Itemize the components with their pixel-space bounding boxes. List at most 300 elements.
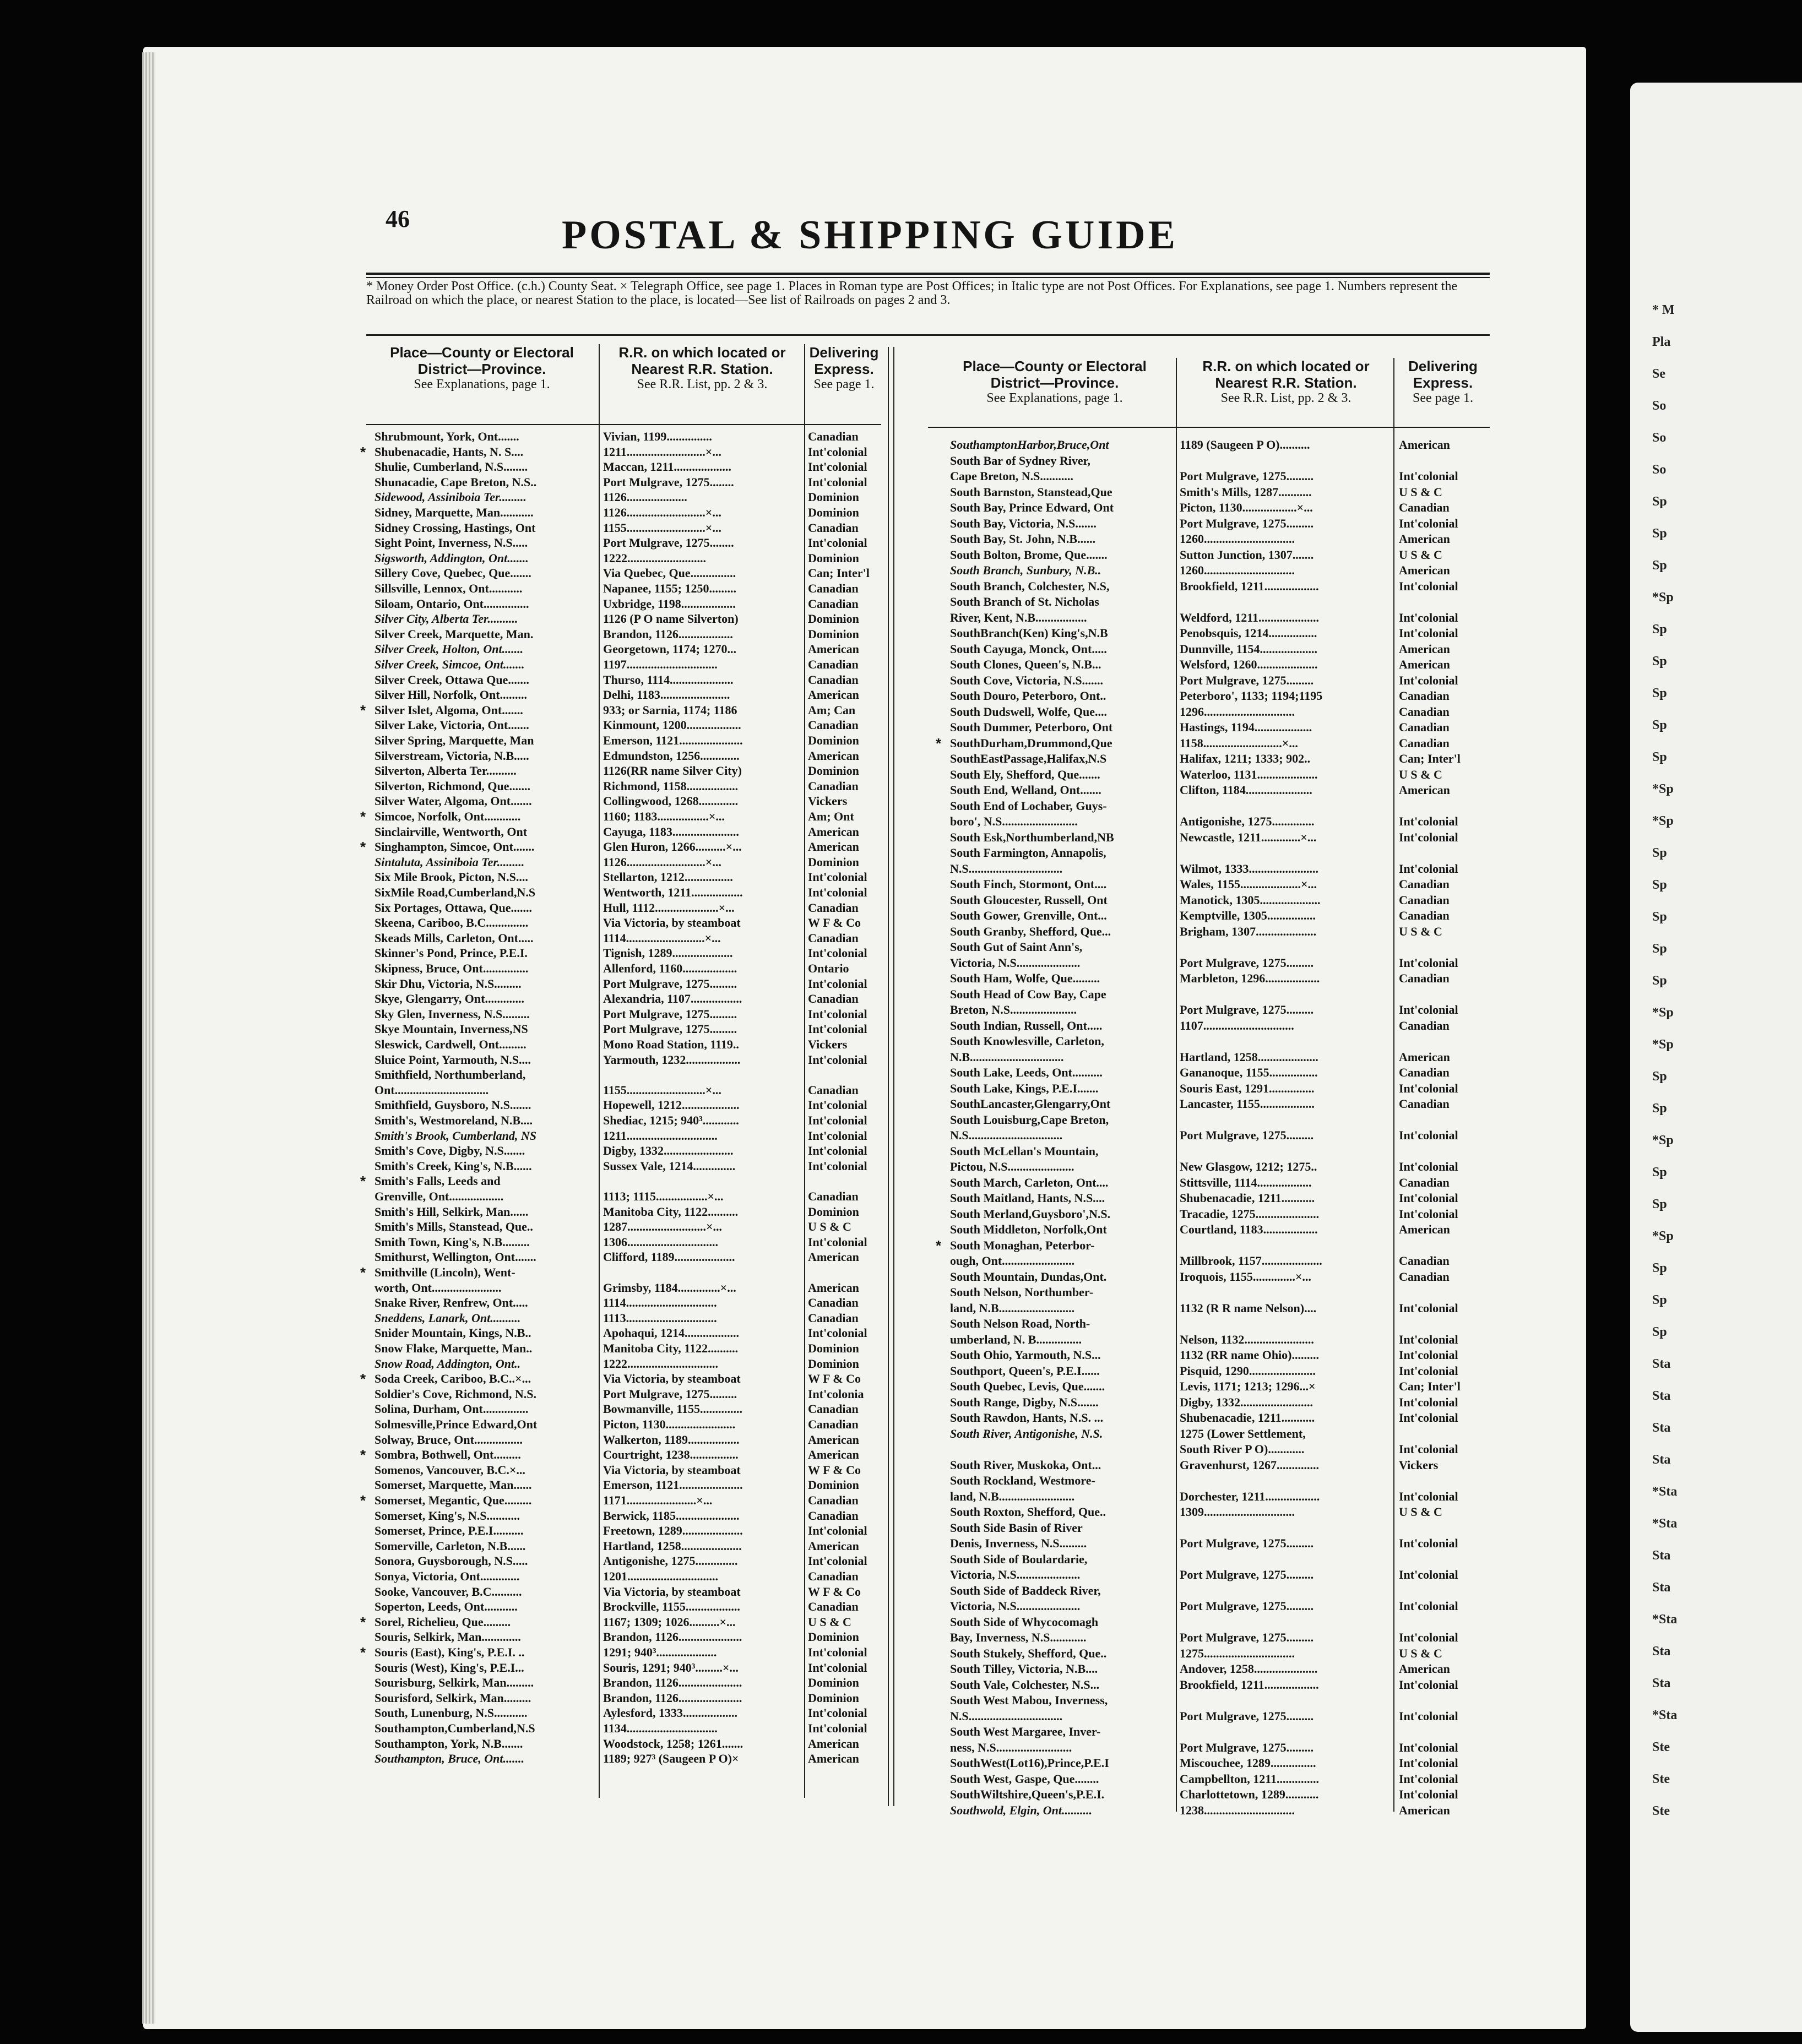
entry-exp: Dominion <box>808 505 859 519</box>
entry-exp: Int'colonial <box>1399 1599 1458 1613</box>
entry-exp: Int'colonial <box>808 1524 867 1538</box>
entry-exp: American <box>808 1432 859 1447</box>
entry-place: Solway, Bruce, Ont................ <box>374 1432 523 1447</box>
money-order-star-icon: * <box>360 1492 366 1509</box>
entry-exp: Int'colonial <box>808 1022 867 1036</box>
entry-rr: 1114.............................. <box>603 1296 717 1310</box>
entry-place: Souris (East), King's, P.E.I. .. <box>374 1645 525 1659</box>
entry-place: Shubenacadie, Hants, N. S.... <box>374 444 524 459</box>
entry-exp: Int'colonial <box>808 1098 867 1112</box>
entry-place: Smith's Creek, King's, N.B...... <box>374 1159 532 1173</box>
entry-place: Cape Breton, N.S........... <box>950 469 1073 483</box>
entry-rr: Charlottetown, 1289........... <box>1180 1787 1319 1801</box>
entry-exp: Int'colonial <box>808 1645 867 1659</box>
entry-place: River, Kent, N.B................. <box>950 610 1087 624</box>
entry-exp: U S & C <box>1399 547 1442 562</box>
entry-exp: American <box>1399 657 1450 671</box>
entry-place: South Side of Whycocomagh <box>950 1614 1099 1629</box>
entry-exp: Dominion <box>808 1356 859 1371</box>
entry-rr: Brockville, 1155.................. <box>603 1600 740 1614</box>
right-page-fragment-text: Ste <box>1652 1772 1670 1786</box>
entry-place: South Tilley, Victoria, N.B.... <box>950 1662 1098 1676</box>
entry-rr: Brandon, 1126.................. <box>603 627 733 641</box>
right-page-fragment-text: *Sp <box>1652 1133 1674 1148</box>
entry-place: Silver Creek, Ottawa Que....... <box>374 672 529 687</box>
entry-place: South Barnston, Stanstead,Que <box>950 485 1112 499</box>
entry-exp: Int'colonial <box>1399 1363 1458 1378</box>
entry-place: Sigsworth, Addington, Ont....... <box>374 551 529 565</box>
entry-place: South Bolton, Brome, Que....... <box>950 547 1108 562</box>
entry-rr: Welsford, 1260.................... <box>1180 657 1318 671</box>
entry-place: South Indian, Russell, Ont..... <box>950 1018 1103 1032</box>
entry-rr: Souris East, 1291............... <box>1180 1081 1315 1095</box>
entry-exp: Int'colonial <box>1399 673 1458 687</box>
entry-place: South Range, Digby, N.S....... <box>950 1395 1099 1409</box>
entry-place: Smith's, Westmoreland, N.B.... <box>374 1113 533 1127</box>
entry-exp: Dominion <box>808 612 859 626</box>
entry-rr: 1260.............................. <box>1180 563 1295 577</box>
entry-place: land, N.B......................... <box>950 1489 1075 1503</box>
entry-place: Singhampton, Simcoe, Ont....... <box>374 840 535 854</box>
entry-exp: Canadian <box>808 1600 859 1614</box>
entry-exp: American <box>808 1752 859 1766</box>
right-page-fragment-text: Sp <box>1652 718 1667 732</box>
entry-rr: Hull, 1112.....................×... <box>603 900 735 915</box>
money-order-star-icon: * <box>360 1173 366 1190</box>
entry-exp: Int'colonial <box>1399 1771 1458 1786</box>
entry-exp: Canadian <box>1399 1254 1450 1268</box>
entry-place: South Louisburg,Cape Breton, <box>950 1112 1109 1127</box>
entry-exp: W F & Co <box>808 1584 861 1599</box>
right-page-fragment-text: Sp <box>1652 526 1667 541</box>
entry-rr: Campbellton, 1211.............. <box>1180 1771 1320 1786</box>
entry-place: Solina, Durham, Ont............... <box>374 1402 529 1416</box>
entry-rr: Uxbridge, 1198.................. <box>603 596 736 611</box>
entry-place: Sonya, Victoria, Ont............. <box>374 1569 520 1583</box>
entry-rr: 1167; 1309; 1026..........×... <box>603 1614 736 1629</box>
entry-place: Victoria, N.S..................... <box>950 955 1081 970</box>
entry-place: Smith's Hill, Selkirk, Man...... <box>374 1204 529 1219</box>
entry-place: Sintaluta, Assiniboia Ter......... <box>374 855 525 869</box>
entry-place: South Bay, Victoria, N.S....... <box>950 516 1097 530</box>
entry-rr: Port Mulgrave, 1275......... <box>1180 1709 1314 1723</box>
entry-place: South West Margaree, Inver- <box>950 1725 1101 1738</box>
entry-place: Silver Hill, Norfolk, Ont......... <box>374 688 528 702</box>
right-page-fragment-text: Sp <box>1652 622 1667 637</box>
entry-rr: Hartland, 1258.................... <box>603 1539 742 1553</box>
page-title: POSTAL & SHIPPING GUIDE <box>562 213 1178 258</box>
entry-rr: Dorchester, 1211.................. <box>1180 1489 1320 1503</box>
entry-exp: Int'colonial <box>1399 830 1458 844</box>
entry-place: Snow Flake, Marquette, Man.. <box>374 1341 533 1355</box>
entry-rr: 1287..........................×... <box>603 1220 723 1234</box>
entry-exp: Dominion <box>808 1676 859 1690</box>
entry-place: SouthBranch(Ken) King's,N.B <box>950 626 1108 640</box>
entry-place: Silver Spring, Marquette, Man <box>374 733 534 747</box>
entry-place: umberland, N. B............... <box>950 1332 1082 1346</box>
entry-place: South Maitland, Hants, N.S.... <box>950 1191 1105 1205</box>
right-page-fragment-text: Se <box>1652 367 1665 381</box>
entry-place: Southport, Queen's, P.E.I...... <box>950 1363 1100 1378</box>
entry-exp: Int'colonial <box>1399 1332 1458 1346</box>
entry-rr: Levis, 1171; 1213; 1296...× <box>1180 1379 1316 1393</box>
entry-exp: Canadian <box>808 1296 859 1310</box>
entry-rr: Emerson, 1121..................... <box>603 733 743 747</box>
entry-place: Somerset, King's, N.S........... <box>374 1508 520 1523</box>
entry-rr: Edmundston, 1256............. <box>603 748 740 763</box>
entry-rr: Port Mulgrave, 1275......... <box>1180 1599 1314 1613</box>
entry-rr: Souris, 1291; 940³.........×... <box>603 1660 739 1675</box>
entry-exp: Canadian <box>808 718 859 732</box>
entry-place: ough, Ont........................ <box>950 1254 1075 1268</box>
entry-exp: American <box>1399 783 1450 797</box>
entry-place: SixMile Road,Cumberland,N.S <box>374 885 536 899</box>
right-page-fragment-text: *Sp <box>1652 1229 1674 1243</box>
entry-place: South End, Welland, Ont....... <box>950 783 1101 797</box>
entry-exp: American <box>1399 1222 1450 1236</box>
entry-rr: Port Mulgrave, 1275......... <box>1180 1003 1314 1016</box>
entry-exp: Int'colonial <box>1399 626 1458 640</box>
entry-rr: Manitoba City, 1122.......... <box>603 1341 739 1355</box>
entry-rr: New Glasgow, 1212; 1275.. <box>1180 1160 1317 1173</box>
entry-exp: Canadian <box>808 430 859 443</box>
entry-place: Denis, Inverness, N.S......... <box>950 1536 1087 1550</box>
entry-place: Snider Mountain, Kings, N.B.. <box>374 1326 531 1340</box>
left-col-divider-2 <box>804 344 805 1798</box>
entry-place: Southampton, York, N.B....... <box>374 1736 523 1751</box>
entry-rr: 1134.............................. <box>603 1721 718 1735</box>
entry-exp: Int'colonial <box>808 1128 867 1143</box>
entry-place: South, Lunenburg, N.S........... <box>374 1706 528 1720</box>
entry-place: South Branch, Colchester, N.S, <box>950 579 1110 593</box>
entry-rr: 1114..........................×... <box>603 931 721 945</box>
entry-rr: Wilmot, 1333....................... <box>1180 861 1318 876</box>
entry-exp: American <box>1399 438 1450 452</box>
entry-place: Smith's Brook, Cumberland, NS <box>374 1128 537 1143</box>
entry-rr: Peterboro', 1133; 1194;1195 <box>1180 689 1323 703</box>
entry-rr: Port Mulgrave, 1275......... <box>1180 516 1314 530</box>
entry-rr: 1126.................... <box>603 490 687 504</box>
right-page-fragment-text: Sta <box>1652 1644 1671 1659</box>
entry-exp: Canadian <box>1399 1097 1450 1111</box>
entry-exp: Canadian <box>808 1402 859 1416</box>
right-page-fragment-text: Ste <box>1652 1740 1670 1754</box>
entry-rr: Digby, 1332....................... <box>603 1144 734 1158</box>
entry-place: Silverton, Richmond, Que....... <box>374 779 530 793</box>
entry-place: Soperton, Leeds, Ont........... <box>374 1600 518 1614</box>
entry-exp: Int'colonial <box>1399 1348 1458 1362</box>
right-page-fragment-text: Sta <box>1652 1548 1671 1563</box>
entry-exp: Int'colonial <box>1399 1301 1458 1315</box>
entry-rr: 1126(RR name Silver City) <box>603 764 742 778</box>
entry-place: South River, Antigonishe, N.S. <box>950 1426 1103 1440</box>
entry-place: Skye, Glengarry, Ont............. <box>374 992 524 1006</box>
entry-place: Sombra, Bothwell, Ont......... <box>374 1448 521 1462</box>
entry-place: SouthLancaster,Glengarry,Ont <box>950 1097 1111 1111</box>
entry-rr: Stellarton, 1212................ <box>603 870 733 884</box>
right-page-fragment-text: Sp <box>1652 942 1667 956</box>
entry-rr: Grimsby, 1184..............×... <box>603 1280 736 1295</box>
entry-rr: 1113.............................. <box>603 1311 717 1325</box>
entry-rr: 1211.............................. <box>603 1128 718 1143</box>
entry-place: Somerset, Prince, P.E.I.......... <box>374 1524 524 1538</box>
entry-rr: Hartland, 1258.................... <box>1180 1050 1318 1064</box>
entry-exp: American <box>808 1736 859 1751</box>
entry-place: Skeena, Cariboo, B.C.............. <box>374 916 529 930</box>
entry-place: Sooke, Vancouver, B.C.......... <box>374 1584 522 1599</box>
right-page-fragment-text: Ste <box>1652 1804 1670 1818</box>
right-page-fragment-text: * M <box>1652 303 1675 317</box>
entry-place: Sidney Crossing, Hastings, Ont <box>374 520 536 535</box>
right-page-fragment-text: Sp <box>1652 1325 1667 1339</box>
entry-exp: Canadian <box>808 1508 859 1523</box>
entry-exp: Int'colonial <box>1399 1787 1458 1801</box>
entry-place: boro', N.S......................... <box>950 814 1078 828</box>
right-page-fragment-text: *Sta <box>1652 1708 1678 1722</box>
entry-rr: Kinmount, 1200.................. <box>603 718 741 732</box>
entry-place: Skinner's Pond, Prince, P.E.I. <box>374 946 528 960</box>
entry-place: Silver City, Alberta Ter.......... <box>374 612 518 626</box>
entry-rr: Picton, 1130....................... <box>603 1417 736 1431</box>
entry-exp: Canadian <box>1399 877 1450 891</box>
entry-rr: Hopewell, 1212................... <box>603 1098 740 1112</box>
title-rule-bottom <box>366 277 1490 278</box>
entry-place: South Stukely, Shefford, Que.. <box>950 1646 1107 1660</box>
entry-place: South Nelson Road, North- <box>950 1317 1090 1330</box>
entry-place: South Quebec, Levis, Que....... <box>950 1379 1105 1393</box>
entry-place: Sky Glen, Inverness, N.S......... <box>374 1007 530 1021</box>
entry-exp: Canadian <box>808 1189 859 1203</box>
entry-exp: Canadian <box>808 657 859 671</box>
entry-exp: Int'colonial <box>1399 814 1458 828</box>
right-page-fragment-text: Sp <box>1652 1293 1667 1307</box>
entry-place: Sidewood, Assiniboia Ter......... <box>374 490 527 504</box>
entry-exp: Int'colonial <box>808 460 867 474</box>
page-edge-stack <box>142 52 155 2024</box>
entry-rr: Brigham, 1307.................... <box>1180 924 1317 938</box>
entry-exp: Dominion <box>808 1630 859 1644</box>
entry-place: South Rockland, Westmore- <box>950 1474 1095 1487</box>
entry-place: Southampton, Bruce, Ont....... <box>374 1752 525 1766</box>
entry-place: land, N.B......................... <box>950 1301 1075 1315</box>
entry-exp: Dominion <box>808 733 859 747</box>
entry-exp: Vickers <box>808 1037 848 1051</box>
right-col-divider-1 <box>1176 358 1177 1812</box>
entry-place: Smithfield, Northumberland, <box>374 1068 526 1082</box>
header-rule-right <box>928 427 1490 428</box>
entry-rr: Cayuga, 1183...................... <box>603 824 739 839</box>
entry-exp: American <box>808 1448 859 1462</box>
entry-place: Soldier's Cove, Richmond, N.S. <box>374 1387 536 1401</box>
entry-rr: Brookfield, 1211.................. <box>1180 579 1319 593</box>
entry-exp: Ontario <box>808 961 849 975</box>
entry-exp: Canadian <box>808 1417 859 1431</box>
entry-exp: Vickers <box>1399 1458 1439 1472</box>
entry-rr: Waterloo, 1131.................... <box>1180 767 1318 781</box>
entry-rr: Aylesford, 1333.................. <box>603 1706 738 1720</box>
entry-exp: Int'colonial <box>1399 1081 1458 1095</box>
left-place-header: Place—County or Electoral District—Province. See Explanations, page 1. <box>390 344 574 392</box>
right-col-divider-2 <box>1393 358 1394 1812</box>
entry-place: Somerset, Megantic, Que......... <box>374 1493 532 1507</box>
entry-place: South River, Muskoka, Ont... <box>950 1458 1101 1472</box>
entry-rr: Gananoque, 1155................ <box>1180 1066 1318 1079</box>
right-page-fragment-text: *Sp <box>1652 814 1674 828</box>
entry-exp: Dominion <box>808 764 859 778</box>
entry-place: South Side Basin of River <box>950 1520 1083 1535</box>
right-page-fragment <box>1630 83 1802 2032</box>
right-page-fragment-text: Sp <box>1652 1101 1667 1116</box>
entry-rr: 1309.............................. <box>1180 1505 1295 1519</box>
entry-exp: Int'colonial <box>1399 1442 1458 1456</box>
entry-exp: Dominion <box>808 551 859 565</box>
entry-place: South Branch, Sunbury, N.B.. <box>950 563 1101 577</box>
entry-rr: Hastings, 1194................... <box>1180 720 1312 734</box>
entry-exp: American <box>1399 532 1450 546</box>
right-page-fragment-text: Sta <box>1652 1389 1671 1403</box>
entry-place: South Granby, Shefford, Que... <box>950 924 1111 938</box>
entry-place: Smith's Falls, Leeds and <box>374 1174 501 1188</box>
entry-place: South Farmington, Annapolis, <box>950 846 1106 860</box>
entry-exp: American <box>808 824 859 839</box>
entry-place: South Monaghan, Peterbor- <box>950 1238 1095 1252</box>
entry-place: Somerville, Carleton, N.B...... <box>374 1539 526 1553</box>
entry-place: Grenville, Ont.................. <box>374 1189 504 1203</box>
entry-exp: Vickers <box>808 794 848 808</box>
right-page-fragment-text: *Sp <box>1652 590 1674 605</box>
entry-place: South Merland,Guysboro',N.S. <box>950 1206 1111 1221</box>
entry-rr: Richmond, 1158................. <box>603 779 739 793</box>
right-page-fragment-text: Sp <box>1652 974 1667 988</box>
entry-exp: Canadian <box>1399 704 1450 719</box>
entry-exp: Int'colonial <box>808 444 867 459</box>
entry-rr: Port Mulgrave, 1275......... <box>1180 1568 1314 1581</box>
entry-exp: Canadian <box>808 900 859 915</box>
entry-place: South Head of Cow Bay, Cape <box>950 987 1106 1001</box>
entry-exp: Dominion <box>808 490 859 504</box>
entry-exp: Int'colonial <box>808 1706 867 1720</box>
entry-rr: Shubenacadie, 1211........... <box>1180 1191 1315 1205</box>
entry-rr: Shubenacadie, 1211........... <box>1180 1411 1315 1425</box>
entry-rr: Alexandria, 1107................. <box>603 992 742 1006</box>
entry-rr: 1155..........................×... <box>603 520 721 535</box>
entry-exp: Int'colonial <box>808 1159 867 1173</box>
entry-exp: Canadian <box>1399 736 1450 750</box>
entry-place: Skeads Mills, Carleton, Ont..... <box>374 931 534 945</box>
right-page-fragment-text: *Sp <box>1652 1005 1674 1020</box>
entry-rr: Andover, 1258..................... <box>1180 1662 1318 1676</box>
entry-place: South Bay, St. John, N.B...... <box>950 532 1096 546</box>
entry-exp: Dominion <box>808 627 859 641</box>
entry-place: Ont............................... <box>374 1083 489 1097</box>
entry-exp: American <box>1399 1803 1450 1817</box>
entry-exp: Int'colonial <box>1399 1756 1458 1770</box>
entry-exp: U S & C <box>1399 924 1442 938</box>
entry-exp: Int'colonial <box>808 1007 867 1021</box>
entry-exp: U S & C <box>1399 767 1442 781</box>
left-rr-header: R.R. on which located or Nearest R.R. Station. See R.R. List, pp. 2 & 3. <box>618 344 786 392</box>
entry-place: South Dudswell, Wolfe, Que.... <box>950 704 1108 719</box>
entry-rr: Millbrook, 1157.................... <box>1180 1254 1322 1268</box>
right-page-fragment-text: Sp <box>1652 1261 1667 1275</box>
entry-rr: Pisquid, 1290...................... <box>1180 1363 1316 1378</box>
right-page-fragment-text: Sp <box>1652 1165 1667 1179</box>
entry-rr: Antigonishe, 1275.............. <box>603 1554 738 1568</box>
entry-place: Bay, Inverness, N.S............ <box>950 1630 1087 1644</box>
money-order-star-icon: * <box>360 702 366 719</box>
money-order-star-icon: * <box>360 839 366 856</box>
entry-exp: Canadian <box>808 1083 859 1097</box>
entry-exp: Int'colonial <box>808 1554 867 1568</box>
entry-rr: 1113; 1115.................×... <box>603 1189 724 1203</box>
entry-place: South Roxton, Shefford, Que.. <box>950 1505 1106 1519</box>
right-page-fragment-text: Sta <box>1652 1676 1671 1690</box>
entry-exp: American <box>808 642 859 656</box>
entry-exp: Canadian <box>808 596 859 611</box>
entry-place: Silver Water, Algoma, Ont....... <box>374 794 532 808</box>
right-page-fragment-text: Sta <box>1652 1580 1671 1595</box>
entry-exp: Canadian <box>1399 971 1450 985</box>
entry-place: Sorel, Richelieu, Que......... <box>374 1614 511 1629</box>
entry-rr: Manitoba City, 1122.......... <box>603 1204 739 1219</box>
entry-place: South Vale, Colchester, N.S... <box>950 1677 1100 1692</box>
entry-place: Six Portages, Ottawa, Que....... <box>374 900 532 915</box>
entry-rr: 1201.............................. <box>603 1569 718 1583</box>
money-order-star-icon: * <box>360 1613 366 1630</box>
entry-rr: 1126..........................×... <box>603 855 721 869</box>
entry-place: N.S............................... <box>950 861 1063 876</box>
legend-note: * Money Order Post Office. (c.h.) County Seat. × Telegraph Office, see page 1. Places in Roman type are Post Offices; in Italic type are not Post Offices. For Explanations, see page 1. Numbers represent the Railroad on which the place, or nearest Station to the place, is located—See list of Railroads on pages 2 and 3. <box>366 279 1458 307</box>
entry-exp: Canadian <box>1399 909 1450 922</box>
entry-exp: U S & C <box>1399 1646 1442 1660</box>
entry-exp: Dominion <box>808 1690 859 1705</box>
entry-exp: Canadian <box>1399 893 1450 907</box>
entry-exp: Int'colonial <box>1399 516 1458 530</box>
right-page-fragment-text: *Sta <box>1652 1516 1678 1531</box>
entry-rr: Maccan, 1211................... <box>603 460 731 474</box>
entry-rr: Port Mulgrave, 1275......... <box>1180 673 1314 687</box>
entry-rr: Port Mulgrave, 1275........ <box>603 536 734 550</box>
entry-exp: Int'colonial <box>1399 1411 1458 1425</box>
entry-rr: Delhi, 1183....................... <box>603 688 730 702</box>
entry-exp: Canadian <box>1399 1018 1450 1032</box>
entry-exp: Int'colonial <box>1399 1128 1458 1142</box>
entry-place: Silver Islet, Algoma, Ont....... <box>374 703 523 717</box>
entry-place: Somenos, Vancouver, B.C.×... <box>374 1463 525 1477</box>
right-page-fragment-text: Sp <box>1652 654 1667 668</box>
entry-exp: American <box>1399 563 1450 577</box>
entry-place: South Lake, Leeds, Ont.......... <box>950 1066 1103 1079</box>
entry-place: Siloam, Ontario, Ont............... <box>374 596 529 611</box>
entry-exp: Canadian <box>808 581 859 595</box>
entry-rr: 1296.............................. <box>1180 704 1295 719</box>
entry-exp: American <box>1399 1050 1450 1064</box>
entry-exp: U S & C <box>1399 485 1442 499</box>
entry-place: Silver Creek, Holton, Ont....... <box>374 642 524 656</box>
entry-rr: Brookfield, 1211.................. <box>1180 1677 1319 1692</box>
entry-place: South Knowlesville, Carleton, <box>950 1034 1104 1048</box>
money-order-star-icon: * <box>360 1264 366 1281</box>
right-page-fragment-text: Sp <box>1652 846 1667 860</box>
entry-rr: Port Mulgrave, 1275......... <box>603 1387 737 1401</box>
entry-rr: 1222.......................... <box>603 551 706 565</box>
entry-exp: Dominion <box>808 1341 859 1355</box>
entry-place: Breton, N.S...................... <box>950 1003 1077 1016</box>
right-page-fragment-text: Sp <box>1652 750 1667 764</box>
entry-place: South Rawdon, Hants, N.S. ... <box>950 1411 1104 1425</box>
entry-rr: 1126 (P O name Silverton) <box>603 612 739 626</box>
entry-place: South Branch of St. Nicholas <box>950 595 1099 608</box>
